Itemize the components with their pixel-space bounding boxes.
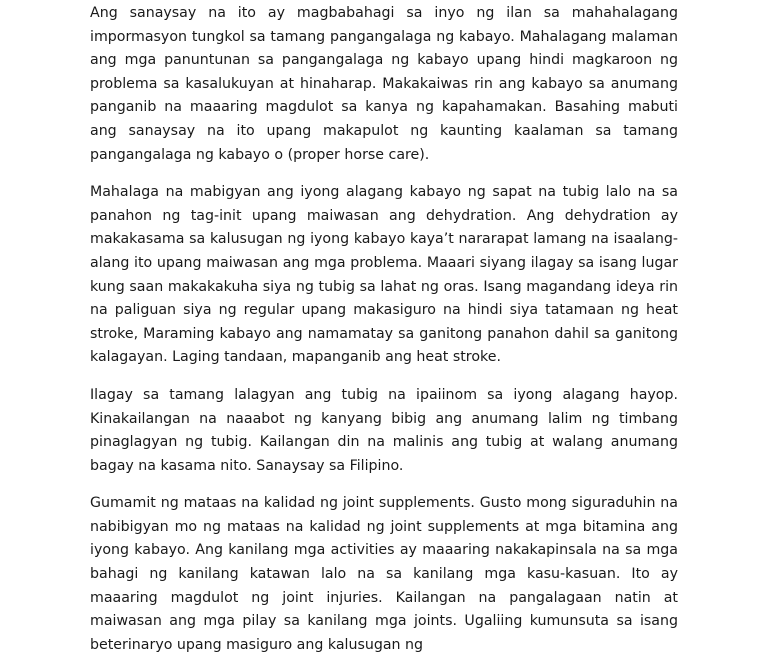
paragraph-intro: Ang sanaysay na ito ay magbabahagi sa inyo ng ilan sa mahahalagang impormasyon tungkol sa tamang pangangalaga ng kabayo. Mahalagang malaman ang mga panuntunan sa pangangalaga ng kabayo upang hindi magkaroon ng problema sa kasalukuyan at hinaharap. Makakaiwas rin ang kabayo sa anumang panganib na maaaring magdulot sa kanya ng kapahamakan. Basahing mabuti ang sanaysay na ito upang makapulot ng kaunting kaalaman sa tamang pangangalaga ng kabayo o (proper horse care). (90, 5, 678, 163)
paragraph-water-container: Ilagay sa tamang lalagyan ang tubig na ipaiinom sa iyong alagang hayop. Kinakailangan na naaabot ng kanyang bibig ang anumang lalim ng timbang pinaglagyan ng tubig. Kailangan din na malinis ang tubig at walang anumang bagay na kasama nito. Sanaysay sa Filipino. (90, 386, 678, 474)
document-body (90, 2, 678, 671)
paragraph-joint-supplements: Gumamit ng mataas na kalidad ng joint supplements. Gusto mong siguraduhin na nabibigyan mo ng mataas na kalidad ng joint supplements at mga bitamina ang iyong kabayo. Ang kanilang mga activities ay maaaring nakakapinsala na sa mga bahagi ng kanilang katawan lalo na sa kanilang mga kasu-kasuan. Ito ay maaaring magdulot ng joint injuries. Kailangan na pangalagaan natin at maiwasan ang mga pilay sa kanilang mga joints. Ugaliing kumunsuta sa isang beterinaryo upang masiguro ang kalusugan ng (90, 495, 678, 653)
paragraph-hydration: Mahalaga na mabigyan ang iyong alagang kabayo ng sapat na tubig lalo na sa panahon ng tag-init upang maiwasan ang dehydration. Ang dehydration ay makakasama sa kalusugan ng iyong kabayo kaya’t nararapat lamang na isaalang-alang ito upang maiwasan ang mga problema. Maaari siyang ilagay sa isang lugar kung saan makakakuha siya ng tubig sa lahat ng oras. Isang magandang ideya rin na paliguan siya ng regular upang makasiguro na hindi siya tatamaan ng heat stroke, Maraming kabayo ang namamatay sa ganitong panahon dahil sa ganitong kalagayan. Laging tandaan, mapanganib ang heat stroke. (90, 184, 678, 366)
